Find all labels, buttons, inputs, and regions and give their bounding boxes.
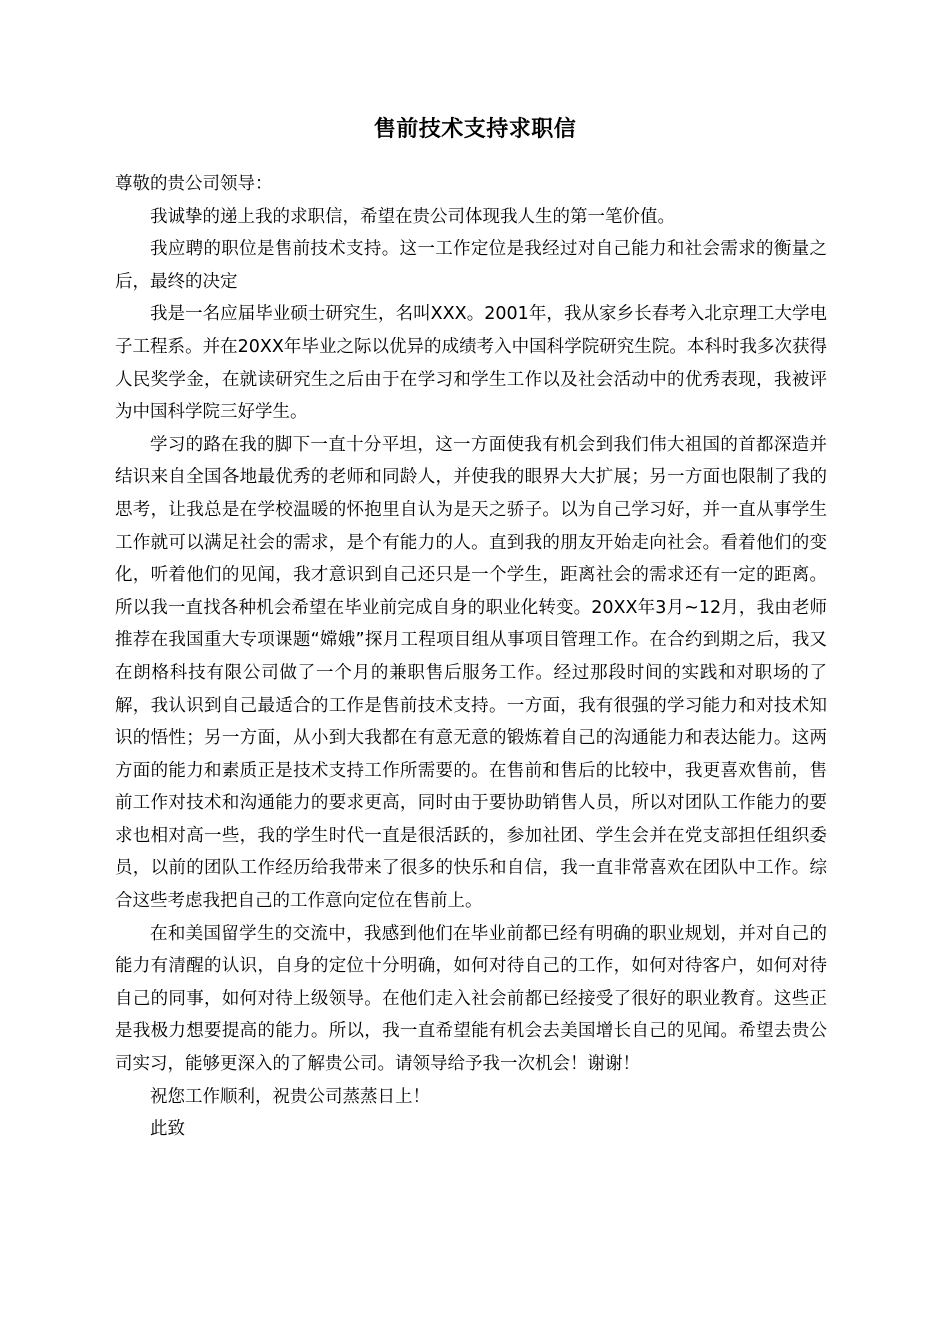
paragraph-position: 我应聘的职位是售前技术支持。这一工作定位是我经过对自己能力和社会需求的衡量之后，最终的决定 (115, 239, 827, 292)
paragraph-goals: 在和美国留学生的交流中，我感到他们在毕业前都已经有明确的职业规划，并对自己的能力有清醒的认识，自身的定位十分明确，如何对待自己的工作，如何对待客户，如何对待自己的同事，如何对待上级领导。在他们走入社会前都已经接受了很好的职业教育。这些正是我极力想要提高的能力。所以，我一直希望能有机会去美国增长自己的见闻。希望去贵公司实习，能够更深入的了解贵公司。请领导给予我一次机会！谢谢！ (115, 923, 827, 1075)
salutation: 尊敬的贵公司领导： (115, 174, 273, 194)
document-title: 售前技术支持求职信 (373, 117, 577, 142)
closing-wish: 祝您工作顺利，祝贵公司蒸蒸日上！ (150, 1086, 430, 1107)
paragraph-intro: 我诚挚的递上我的求职信，希望在贵公司体现我人生的第一笔价值。 (150, 206, 675, 227)
paragraph-background: 我是一名应届毕业硕士研究生，名叫XXX。2001年，我从家乡长春考入北京理工大学电子工程系。并在20XX年毕业之际以优异的成绩考入中国科学院研究生院。本科时我多次获得人民奖学金，在就读研究生之后由于在学习和学生工作以及社会活动中的优秀表现，我被评为中国科学院三好学生。 (115, 304, 827, 423)
letter-body (115, 168, 827, 1146)
closing-salute: 此致 (150, 1119, 185, 1140)
paragraph-experience: 学习的路在我的脚下一直十分平坦，这一方面使我有机会到我们伟大祖国的首都深造并结识来自全国各地最优秀的老师和同龄人，并使我的眼界大大扩展；另一方面也限制了我的思考，让我总是在学校温暖的怀抱里自认为是天之骄子。以为自己学习好，并一直从事学生工作就可以满足社会的需求，是个有能力的人。直到我的朋友开始走向社会。看着他们的变化，听着他们的见闻，我才意识到自己还只是一个学生，距离社会的需求还有一定的距离。所以我一直找各种机会希望在毕业前完成自身的职业化转变。20XX年3月~12月，我由老师推荐在我国重大专项课题“嫦娥”探月工程项目组从事项目管理工作。在合约到期之后，我又在朗格科技有限公司做了一个月的兼职售后服务工作。经过那段时间的实践和对职场的了解，我认识到自己最适合的工作是售前技术支持。一方面，我有很强的学习能力和对技术知识的悟性；另一方面，从小到大我都在有意无意的锻炼着自己的沟通能力和表达能力。这两方面的能力和素质正是技术支持工作所需要的。在售前和售后的比较中，我更喜欢售前，售前工作对技术和沟通能力的要求更高，同时由于要协助销售人员，所以对团队工作能力的要求也相对高一些，我的学生时代一直是很活跃的，参加社团、学生会并在党支部担任组织委员，以前的团队工作经历给我带来了很多的快乐和自信，我一直非常喜欢在团队中工作。综合这些考虑我把自己的工作意向定位在售前上。 (115, 434, 827, 912)
